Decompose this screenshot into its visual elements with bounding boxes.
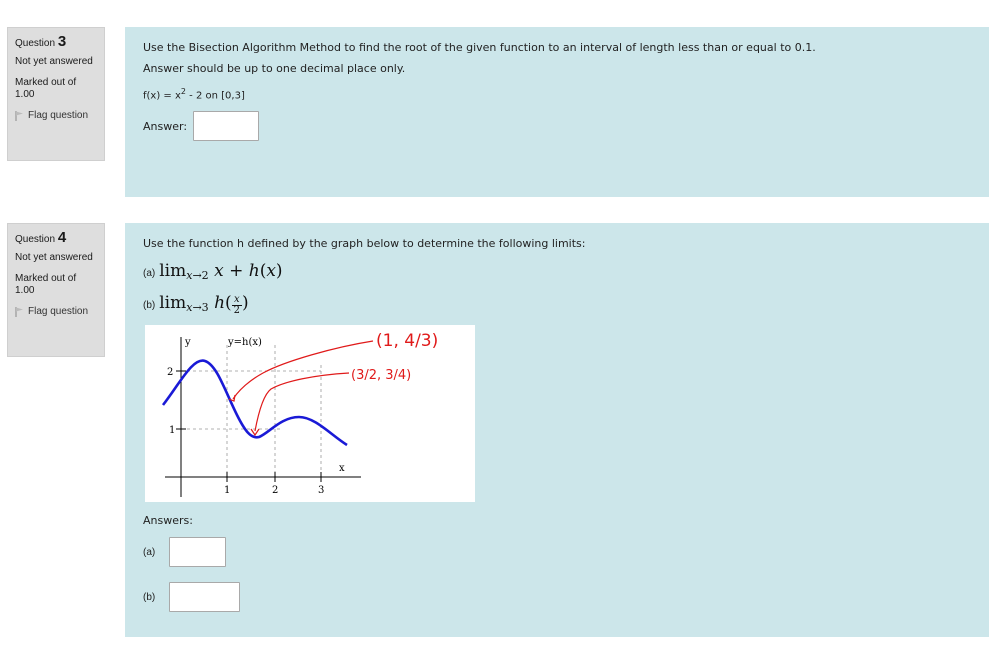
question-number: Question 4 <box>15 229 67 246</box>
limit-a-expression: $\lim_{x\to 2} x + h(x)$ <box>159 261 283 282</box>
function-curve <box>163 361 347 445</box>
answers-label: Answers: <box>143 514 193 527</box>
answer-b-label: (b) <box>143 591 156 603</box>
answer-row <box>143 111 259 141</box>
question-number: Question 3 <box>15 33 67 50</box>
question-grade: Marked out of 1.00 <box>15 77 77 100</box>
graph-svg <box>145 325 475 502</box>
annotation-point-1: (1, 4/3) <box>376 331 439 351</box>
flag-icon <box>15 111 24 121</box>
answer-input[interactable] <box>193 111 259 141</box>
question-4-text: Use the function h defined by the graph below to determine the following limits: <box>143 237 586 250</box>
x-tick-label: 1 <box>224 485 231 496</box>
answer-a-label: (a) <box>143 546 156 558</box>
y-tick-label: 2 <box>167 367 174 378</box>
annotation-arrows <box>229 341 373 435</box>
question-3-info <box>7 27 105 161</box>
x-axis-label: x <box>339 463 345 474</box>
question-3-text: Use the Bisection Algorithm Method to find the root of the given function to an interval of length less than or equal to 0.1. Answer should be up to one decimal place only. $f(x) = x^2 - 2$ on [0,3] <box>143 37 816 106</box>
question-state: Not yet answered <box>15 252 93 263</box>
y-axis-label: y <box>185 337 191 348</box>
limit-b-expression: $\lim_{x\to 3} h(\frac{x}{2})$ <box>159 293 249 316</box>
graph-title: y=h(x) <box>228 337 262 348</box>
annotation-point-2: (3/2, 3/4) <box>351 368 412 383</box>
question-state: Not yet answered <box>15 56 93 67</box>
x-tick-label: 3 <box>318 485 325 496</box>
answer-a-row <box>143 537 226 567</box>
question-4-content <box>125 223 989 637</box>
question-4-info <box>7 223 105 357</box>
limit-b: (b) $\lim_{x\to 3} h(\frac{x}{2})$ <box>143 293 249 316</box>
flag-icon <box>15 307 24 317</box>
answer-a-input[interactable] <box>169 537 226 567</box>
function-definition: $f(x) = x^2 - 2$ on [0,3] <box>143 87 245 102</box>
answer-b-input[interactable] <box>169 582 240 612</box>
question-grade: Marked out of 1.00 <box>15 273 77 296</box>
answer-b-row <box>143 582 240 612</box>
question-3-content <box>125 27 989 197</box>
function-graph <box>145 325 475 502</box>
y-tick-label: 1 <box>169 425 176 436</box>
limit-a: (a) $\lim_{x\to 2} x + h(x)$ <box>143 261 283 282</box>
answer-label: Answer: <box>143 119 188 133</box>
flag-question-link[interactable]: Flag question <box>15 110 98 122</box>
flag-question-link[interactable]: Flag question <box>15 306 98 318</box>
x-tick-label: 2 <box>272 485 279 496</box>
